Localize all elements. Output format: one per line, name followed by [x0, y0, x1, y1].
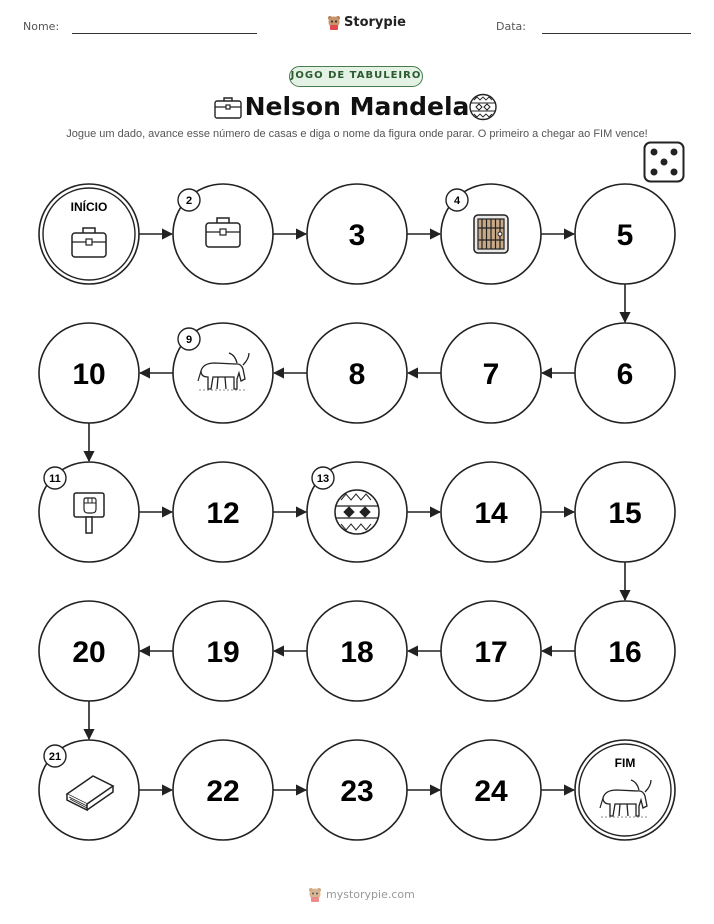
board-square-8[interactable] — [307, 323, 407, 423]
african-shield-icon — [335, 490, 379, 534]
board-square-4[interactable] — [441, 184, 541, 284]
square-number: 19 — [206, 636, 240, 669]
board-square-1[interactable] — [39, 184, 139, 284]
board-square-23[interactable] — [307, 740, 407, 840]
board-square-5[interactable] — [575, 184, 675, 284]
square-number: 7 — [482, 358, 500, 391]
square-number: 10 — [72, 358, 106, 391]
square-number: 20 — [72, 636, 106, 669]
board-square-22[interactable] — [173, 740, 273, 840]
square-number: 13 — [316, 473, 330, 485]
square-number: 18 — [340, 636, 374, 669]
square-number: 22 — [206, 775, 240, 808]
footer — [308, 886, 415, 902]
square-number: 14 — [474, 497, 508, 530]
page-title: Nelson Mandela — [244, 92, 470, 121]
briefcase-icon — [206, 218, 240, 247]
square-label: FIM — [614, 756, 636, 770]
square-number: 17 — [474, 636, 508, 669]
board-square-16[interactable] — [575, 601, 675, 701]
storypie-logo-icon — [308, 886, 322, 902]
board-square-3[interactable] — [307, 184, 407, 284]
board-square-11[interactable] — [39, 462, 139, 562]
square-number: 3 — [348, 219, 366, 252]
square-number: 15 — [608, 497, 642, 530]
square-number: 23 — [340, 775, 374, 808]
board-square-14[interactable] — [441, 462, 541, 562]
square-number: 6 — [616, 358, 634, 391]
board-square-21[interactable] — [39, 740, 139, 840]
board-square-24[interactable] — [441, 740, 541, 840]
briefcase-icon — [72, 228, 106, 257]
board-square-6[interactable] — [575, 323, 675, 423]
prison-door-icon — [474, 215, 508, 253]
instructions: Jogue um dado, avance esse número de casas e diga o nome da figura onde parar. O primeiro a chegar ao FIM vence! — [66, 128, 648, 140]
board-square-17[interactable] — [441, 601, 541, 701]
board-square-13[interactable] — [307, 462, 407, 562]
square-number: 4 — [453, 195, 461, 207]
board-square-19[interactable] — [173, 601, 273, 701]
square-number: 21 — [48, 751, 62, 763]
square-number: 11 — [49, 473, 61, 485]
board-square-10[interactable] — [39, 323, 139, 423]
square-label: INÍCIO — [70, 200, 108, 214]
square-number: 16 — [608, 636, 642, 669]
date-label: Data: — [496, 20, 526, 33]
board-square-2[interactable] — [173, 184, 273, 284]
square-number: 5 — [616, 219, 634, 252]
board-square-20[interactable] — [39, 601, 139, 701]
square-number: 12 — [206, 497, 240, 530]
footer-url[interactable]: mystorypie.com — [326, 887, 415, 901]
square-number: 9 — [185, 334, 193, 346]
board-square-25[interactable] — [575, 740, 675, 840]
square-number: 24 — [474, 775, 508, 808]
board-square-15[interactable] — [575, 462, 675, 562]
brand-name: Storypie — [344, 14, 406, 30]
square-number: 2 — [185, 195, 193, 207]
board-square-18[interactable] — [307, 601, 407, 701]
game-type-badge: JOGO DE TABULEIRO — [289, 66, 423, 87]
board-square-12[interactable] — [173, 462, 273, 562]
board-square-9[interactable] — [173, 323, 273, 423]
board-square-7[interactable] — [441, 323, 541, 423]
square-number: 8 — [348, 358, 366, 391]
name-label: Nome: — [23, 20, 60, 33]
